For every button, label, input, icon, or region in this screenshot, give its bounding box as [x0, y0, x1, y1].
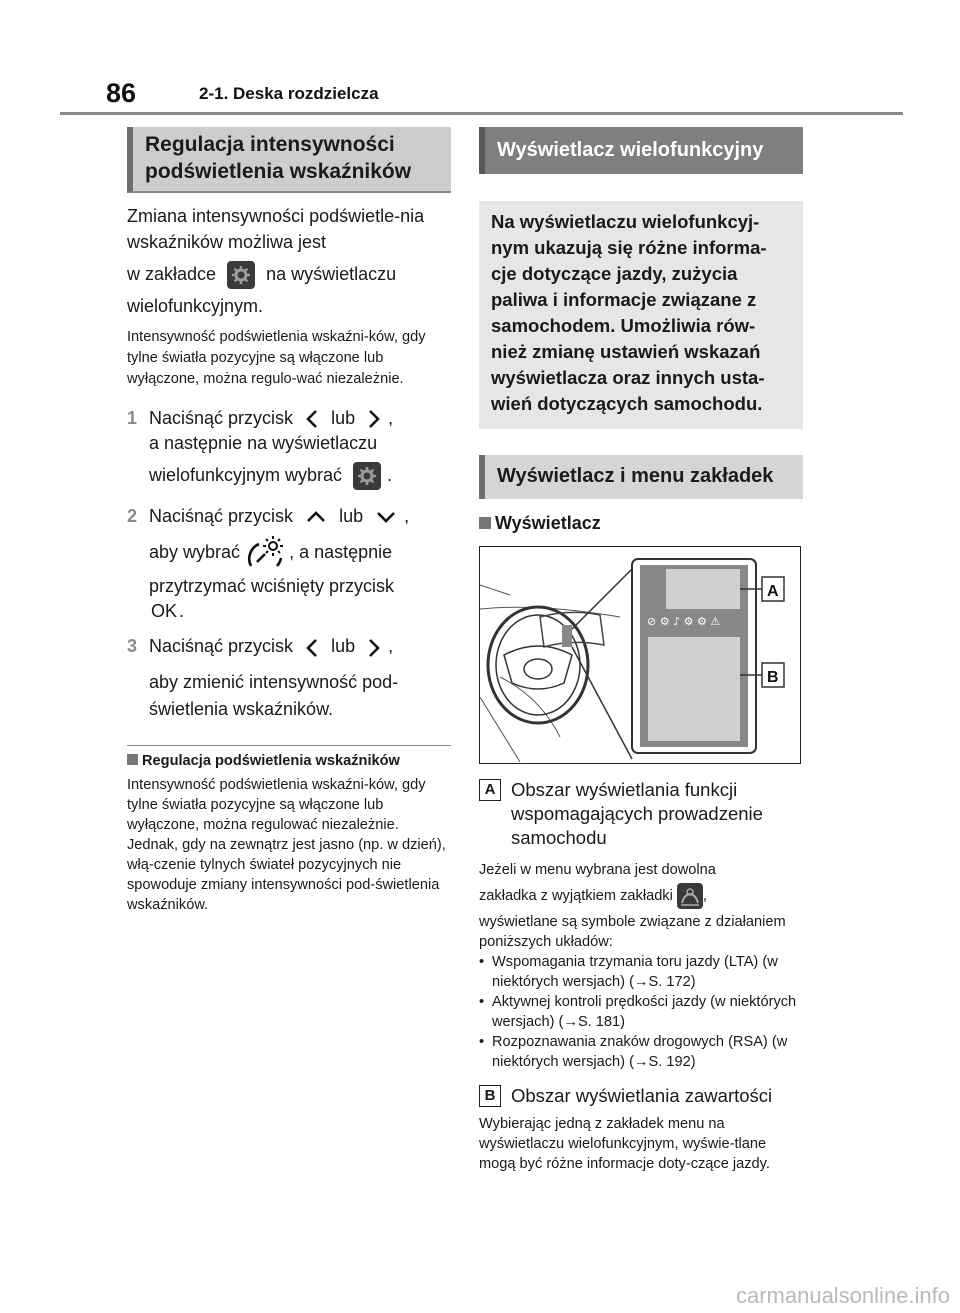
- down-arrow-icon: [376, 511, 396, 523]
- svg-text:⊘ ⚙ ♪ ⚙ ⚙ ⚠: ⊘ ⚙ ♪ ⚙ ⚙ ⚠: [647, 615, 721, 628]
- figure-label-b: B: [767, 669, 779, 686]
- subsection-body: Intensywność podświetlenia wskaźni-ków, gdy tylne światła pozycyjne są włączone lub wyłączone, można regulować niezależnie. Jednak, gdy na zewnątrz jest jasno (np. w dzień), włą-czenie tylnych świateł pozycyjnych nie spowoduje zmiany intensywności pod-świetlenia wskaźników.: [127, 777, 446, 914]
- right-arrow-icon: [368, 638, 380, 658]
- step-1-line-1: [149, 406, 451, 431]
- list-item: • Aktywnej kontroli prędkości jazdy (w niektórych wersjach) (→S. 181): [479, 992, 803, 1032]
- step-1-line-3: [149, 456, 451, 494]
- step-period: .: [179, 601, 185, 622]
- callout-a: [479, 778, 803, 850]
- dashboard-figure: [479, 546, 801, 764]
- step-2: [127, 504, 451, 624]
- settings-tab-icon: [353, 462, 381, 490]
- callout-a-text: Obszar wyświetlania funkcji wspomagających prowadzenie samochodu: [511, 779, 763, 848]
- intro-line-2-start: w zakładce: [127, 264, 217, 284]
- step-text: Naciśnąć przycisk: [149, 506, 294, 526]
- driving-assist-tab-icon: [677, 883, 703, 909]
- callout-letter-b: B: [479, 1085, 501, 1107]
- figure-label-a: A: [767, 583, 779, 600]
- square-bullet-icon: [127, 754, 138, 765]
- list-item: • Wspomagania trzymania toru jazdy (LTA) (w niektórych wersjach) (→S. 172): [479, 952, 803, 992]
- step-3-line-2: aby zmienić intensywność pod-świetlenia wskaźników.: [149, 672, 399, 720]
- step-comma: ,: [404, 506, 410, 526]
- body-a-line-2-text: zakładka z wyjątkiem zakładki: [479, 888, 673, 904]
- step-text: Naciśnąć przycisk: [149, 408, 294, 428]
- right-column: [479, 127, 803, 1174]
- intro-line-3: wielofunkcyjnym.: [127, 296, 264, 316]
- left-arrow-icon: [306, 409, 318, 429]
- header-divider: [60, 112, 903, 115]
- callout-letter-a: A: [479, 779, 501, 801]
- step-text: aby wybrać: [149, 542, 241, 562]
- step-text: wielofunkcyjnym wybrać: [149, 465, 343, 485]
- step-number: 3: [127, 636, 138, 657]
- systems-list: [479, 952, 803, 1072]
- meter-brightness-icon: [245, 534, 289, 572]
- ok-button-glyph: OK: [151, 601, 178, 622]
- step-text: Naciśnąć przycisk: [149, 636, 294, 657]
- subsection-divider: [127, 745, 451, 746]
- watermark: carmanualsonline.info: [735, 1283, 950, 1308]
- section-heading-menu: Wyświetlacz i menu zakładek: [479, 455, 803, 499]
- body-a-line-1: Jeżeli w menu wybrana jest dowolna: [479, 862, 716, 878]
- callout-b: [479, 1084, 803, 1108]
- page-number: 86: [106, 78, 137, 108]
- body-a-comma: ,: [702, 888, 707, 904]
- left-arrow-icon: [306, 638, 318, 658]
- step-2-line-1: [149, 504, 451, 529]
- step-text: , a następnie: [289, 542, 393, 562]
- step-2-line-4: [149, 599, 451, 624]
- step-period: .: [387, 465, 393, 485]
- step-2-line-3: przytrzymać wciśnięty przycisk: [149, 576, 395, 597]
- display-area-a: [666, 569, 740, 609]
- section-heading-brightness: Regulacja intensywności podświetlenia wskaźników: [127, 127, 451, 193]
- step-3-line-1: [149, 634, 451, 659]
- step-1: [127, 406, 451, 494]
- callout-b-text: Obszar wyświetlania zawartości: [511, 1085, 773, 1106]
- subsection-title-text: Regulacja podświetlenia wskaźników: [142, 753, 400, 770]
- body-a: [479, 860, 803, 952]
- chapter-title: 2-1. Deska rozdzielcza: [199, 84, 379, 103]
- left-column: [127, 127, 451, 915]
- summary-box: Na wyświetlaczu wielofunkcyj-nym ukazują się różne informa-cje dotyczące jazdy, zużycia paliwa i informacje związane z samochodem. Umożliwia rów-nież zmianę ustawień wskazań wyświetlacza oraz innych usta-wień dotyczących samochodu.: [479, 201, 803, 429]
- sub-label-display: [479, 513, 803, 534]
- body-a-line-2: [479, 880, 803, 912]
- up-arrow-icon: [306, 511, 326, 523]
- step-or: lub: [331, 408, 356, 428]
- subsection-title: [127, 753, 451, 769]
- step-number: 1: [127, 408, 138, 428]
- body-a-line-3: wyświetlane są symbole związane z działaniem poniższych układów:: [479, 914, 786, 950]
- intro-line-2-end: na wyświetlaczu: [266, 264, 397, 284]
- intro-note: Intensywność podświetlenia wskaźni-ków, gdy tylne światła pozycyjne są włączone lub wyłączone, można regulo-wać niezależnie.: [127, 329, 426, 387]
- display-area-b: [648, 637, 740, 741]
- step-2-line-2: [149, 533, 451, 572]
- list-item: • Rozpoznawania znaków drogowych (RSA) (w niektórych wersjach) (→S. 192): [479, 1032, 803, 1072]
- step-comma: ,: [388, 636, 394, 657]
- step-or: lub: [339, 506, 364, 526]
- step-3: [127, 634, 451, 723]
- section-heading-mid: Wyświetlacz wielofunkcyjny: [479, 127, 803, 174]
- sub-label-text: Wyświetlacz: [495, 513, 601, 533]
- square-bullet-icon: [479, 517, 491, 529]
- step-comma: ,: [388, 408, 394, 428]
- step-number: 2: [127, 506, 138, 526]
- dashboard-illustration: [480, 547, 800, 762]
- right-arrow-icon: [368, 409, 380, 429]
- settings-tab-icon: [227, 261, 255, 289]
- intro-line-1: Zmiana intensywności podświetle-nia wskaźników możliwa jest: [127, 206, 425, 252]
- step-1-line-2: a następnie na wyświetlaczu: [149, 433, 378, 453]
- body-b: Wybierając jedną z zakładek menu na wyświetlaczu wielofunkcyjnym, wyświe-tlane mogą być różne informacje doty-czące jazdy.: [479, 1116, 770, 1172]
- step-or: lub: [331, 636, 356, 657]
- intro-line-2: [127, 255, 451, 293]
- intro-text: [127, 203, 451, 319]
